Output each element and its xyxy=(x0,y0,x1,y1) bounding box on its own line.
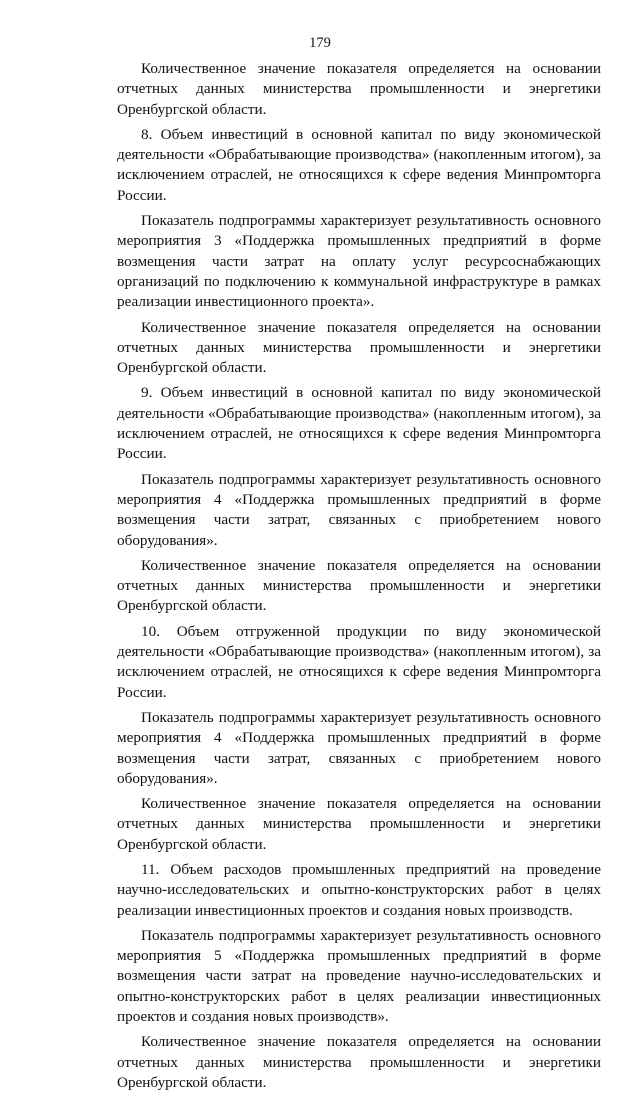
paragraph-2: 8. Объем инвестиций в основной капитал по виду экономической деятельности «Обрабатывающие производства» (накопленным итогом), за исключением отраслей, не относящихся к сфере ведения Минпромторга России. xyxy=(117,125,601,204)
paragraph-6: Показатель подпрограммы характеризует результативность основного мероприятия 4 «Поддержка промышленных предприятий в форме возмещения части затрат, связанных с приобретением нового оборудования». xyxy=(117,470,601,549)
paragraph-13: Количественное значение показателя определяется на основании отчетных данных министерства промышленности и энергетики Оренбургской области. xyxy=(117,1033,601,1091)
paragraph-8: 10. Объем отгруженной продукции по виду экономической деятельности «Обрабатывающие производства» (накопленным итогом), за исключением отраслей, не относящихся к сфере ведения Минпромторга России. xyxy=(117,622,601,701)
paragraph-5: 9. Объем инвестиций в основной капитал по виду экономической деятельности «Обрабатывающие производства» (накопленным итогом), за исключением отраслей, не относящихся к сфере ведения Минпромторга России. xyxy=(117,384,601,463)
document-body xyxy=(117,59,601,1098)
paragraph-10: Количественное значение показателя определяется на основании отчетных данных министерства промышленности и энергетики Оренбургской области. xyxy=(117,795,601,853)
paragraph-7: Количественное значение показателя определяется на основании отчетных данных министерства промышленности и энергетики Оренбургской области. xyxy=(117,556,601,615)
paragraph-9: Показатель подпрограммы характеризует результативность основного мероприятия 4 «Поддержка промышленных предприятий в форме возмещения части затрат, связанных с приобретением нового оборудования». xyxy=(117,708,601,787)
paragraph-1: Количественное значение показателя определяется на основании отчетных данных министерства промышленности и энергетики Оренбургской области. xyxy=(117,60,601,118)
page-number: 179 xyxy=(309,35,331,51)
paragraph-12: Показатель подпрограммы характеризует результативность основного мероприятия 5 «Поддержка промышленных предприятий в форме возмещения части затрат на проведение научно-исследовательских и опытно-конструкторских работ в целях реализации инвестиционных проектов и создания новых производств». xyxy=(117,926,601,1026)
paragraph-3: Показатель подпрограммы характеризует результативность основного мероприятия 3 «Поддержка промышленных предприятий в форме возмещения части затрат на оплату услуг ресурсоснабжающих организаций по подключению к коммунальной инфраструктуре в рамках реализации инвестиционного проекта». xyxy=(117,212,601,311)
paragraph-11: 11. Объем расходов промышленных предприятий на проведение научно-исследовательских и опытно-конструкторских работ в целях реализации инвестиционных проектов и создания новых производств. xyxy=(117,860,601,919)
paragraph-4: Количественное значение показателя определяется на основании отчетных данных министерства промышленности и энергетики Оренбургской области. xyxy=(117,318,601,377)
